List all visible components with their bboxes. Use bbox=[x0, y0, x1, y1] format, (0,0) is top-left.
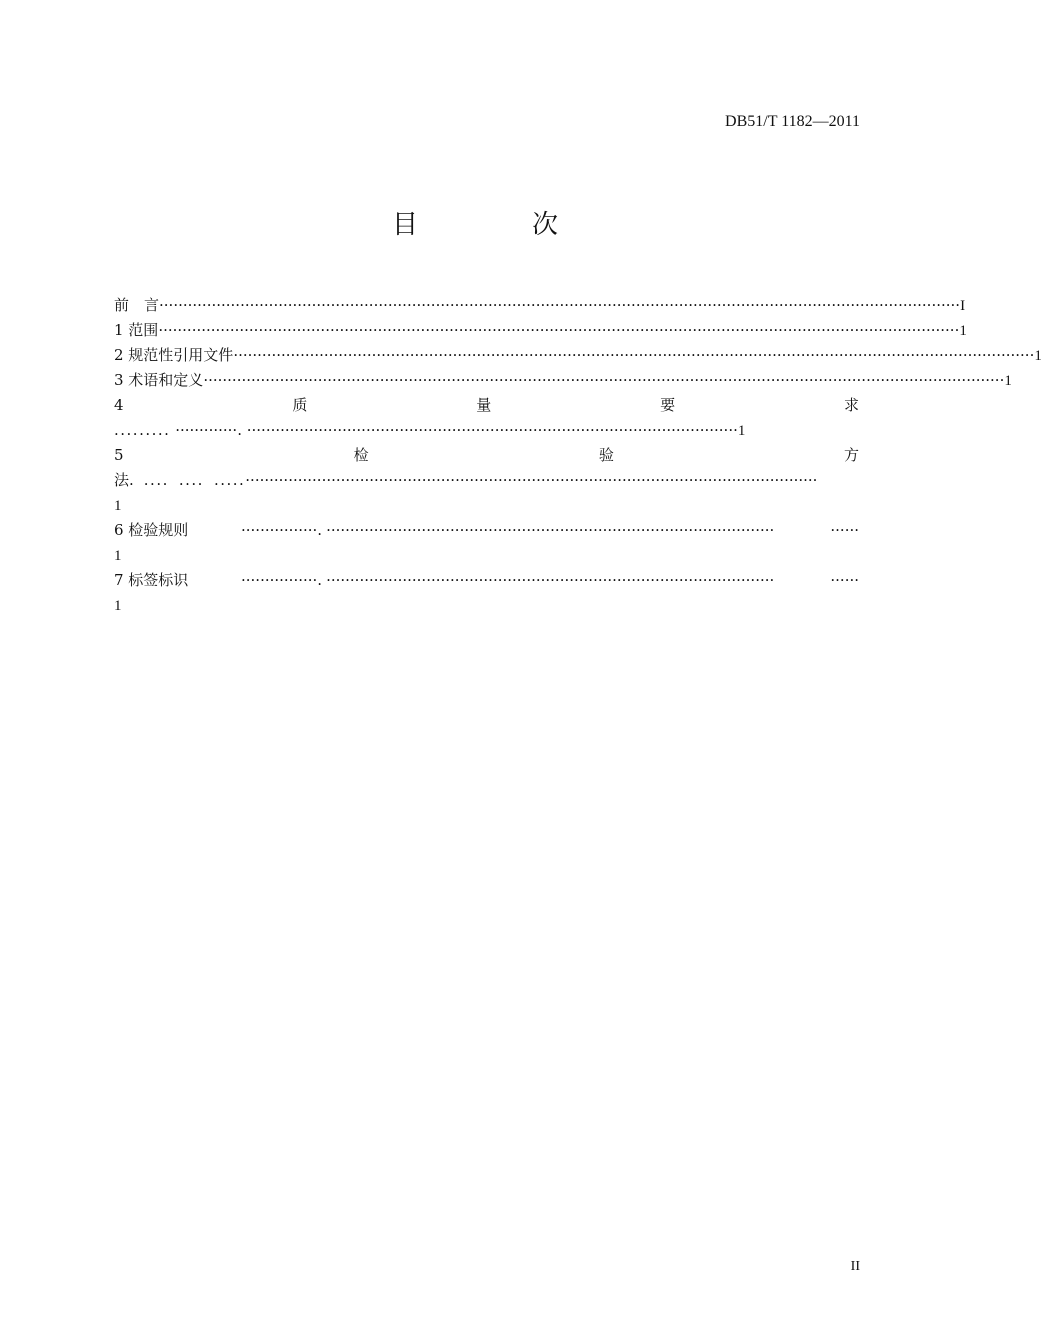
toc-entry-page: 1 bbox=[114, 498, 122, 514]
toc-entry-inspection-rules[interactable] bbox=[114, 518, 859, 543]
page-title: 目 次 bbox=[391, 210, 602, 240]
toc-entry-page: 1 bbox=[114, 548, 122, 564]
toc-entry-label: 6 检验规则 bbox=[114, 521, 189, 539]
toc-entry-label: 7 标签标识 bbox=[114, 571, 189, 589]
toc-leader-dots: .... bbox=[143, 471, 169, 489]
toc-leader-dots: ......... bbox=[114, 421, 171, 439]
standard-code: DB51/T 1182—2011 bbox=[725, 113, 860, 130]
toc-leader-dots: ········································································································································································ bbox=[158, 321, 960, 339]
toc-entry-char: 求 bbox=[843, 396, 859, 414]
toc-entry-label: 1 范围 bbox=[114, 321, 159, 339]
toc-leader-dots: ························································································································ bbox=[245, 471, 818, 489]
toc-entry-page: I bbox=[960, 298, 966, 314]
toc-entry-terms-definitions[interactable] bbox=[114, 368, 1012, 393]
toc-entry-label: 前 言 bbox=[114, 296, 160, 314]
toc-entry-char: 检 bbox=[353, 446, 369, 464]
toc-entry-foreword[interactable] bbox=[114, 293, 966, 318]
toc-leader-dots: ········································································································································································ bbox=[203, 371, 1005, 389]
toc-entry-scope[interactable] bbox=[114, 318, 967, 343]
toc-entry-quality-requirements[interactable] bbox=[114, 393, 859, 418]
toc-entry-char: 要 bbox=[660, 396, 676, 414]
toc-entry-label: 3 术语和定义 bbox=[114, 371, 204, 389]
toc-entry-page: 1 bbox=[114, 598, 122, 614]
toc-leader-dots: .... bbox=[178, 471, 204, 489]
toc-entry-test-methods[interactable] bbox=[114, 443, 859, 468]
toc-entry-test-methods-leader bbox=[114, 468, 859, 493]
toc-entry-page: 1 bbox=[1034, 348, 1042, 364]
toc-leader-dots: ······ bbox=[830, 571, 859, 589]
toc-leader-dots: ·············. bbox=[175, 421, 242, 439]
toc-leader-dots: ······ bbox=[830, 521, 859, 539]
toc-entry-char: 方 bbox=[843, 446, 859, 464]
toc-entry-number: 4 bbox=[114, 396, 124, 414]
table-of-contents bbox=[114, 293, 1042, 618]
toc-entry-labeling-page-line bbox=[114, 593, 859, 618]
toc-leader-dots: ················. bbox=[241, 571, 323, 589]
toc-entry-char: 质 bbox=[292, 396, 308, 414]
toc-entry-page: 1 bbox=[959, 323, 967, 339]
toc-entry-page: 1 bbox=[1004, 373, 1012, 389]
toc-leader-dots: ······························································································ bbox=[326, 521, 775, 539]
toc-entry-label-continuation: 法. bbox=[114, 471, 134, 489]
toc-leader-dots: ················. bbox=[241, 521, 323, 539]
page-number: II bbox=[850, 1259, 860, 1274]
toc-entry-label: 2 规范性引用文件 bbox=[114, 346, 234, 364]
toc-entry-quality-requirements-leader bbox=[114, 418, 859, 443]
toc-leader-dots: ········································································································································································ bbox=[159, 296, 961, 314]
toc-entry-inspection-rules-page-line bbox=[114, 543, 859, 568]
toc-entry-char: 量 bbox=[476, 396, 492, 414]
toc-entry-test-methods-page-line bbox=[114, 493, 859, 518]
toc-leader-dots: ..... bbox=[213, 471, 246, 489]
toc-entry-number: 5 bbox=[114, 446, 124, 464]
toc-entry-normative-references[interactable] bbox=[114, 343, 1042, 368]
toc-entry-page: 1 bbox=[737, 423, 746, 439]
toc-entry-labeling[interactable] bbox=[114, 568, 859, 593]
toc-leader-dots: ········································································································································································ bbox=[233, 346, 1035, 364]
toc-leader-dots: ······························································································ bbox=[326, 571, 775, 589]
toc-leader-dots: ······································································································· bbox=[246, 421, 738, 439]
toc-entry-char: 验 bbox=[598, 446, 614, 464]
